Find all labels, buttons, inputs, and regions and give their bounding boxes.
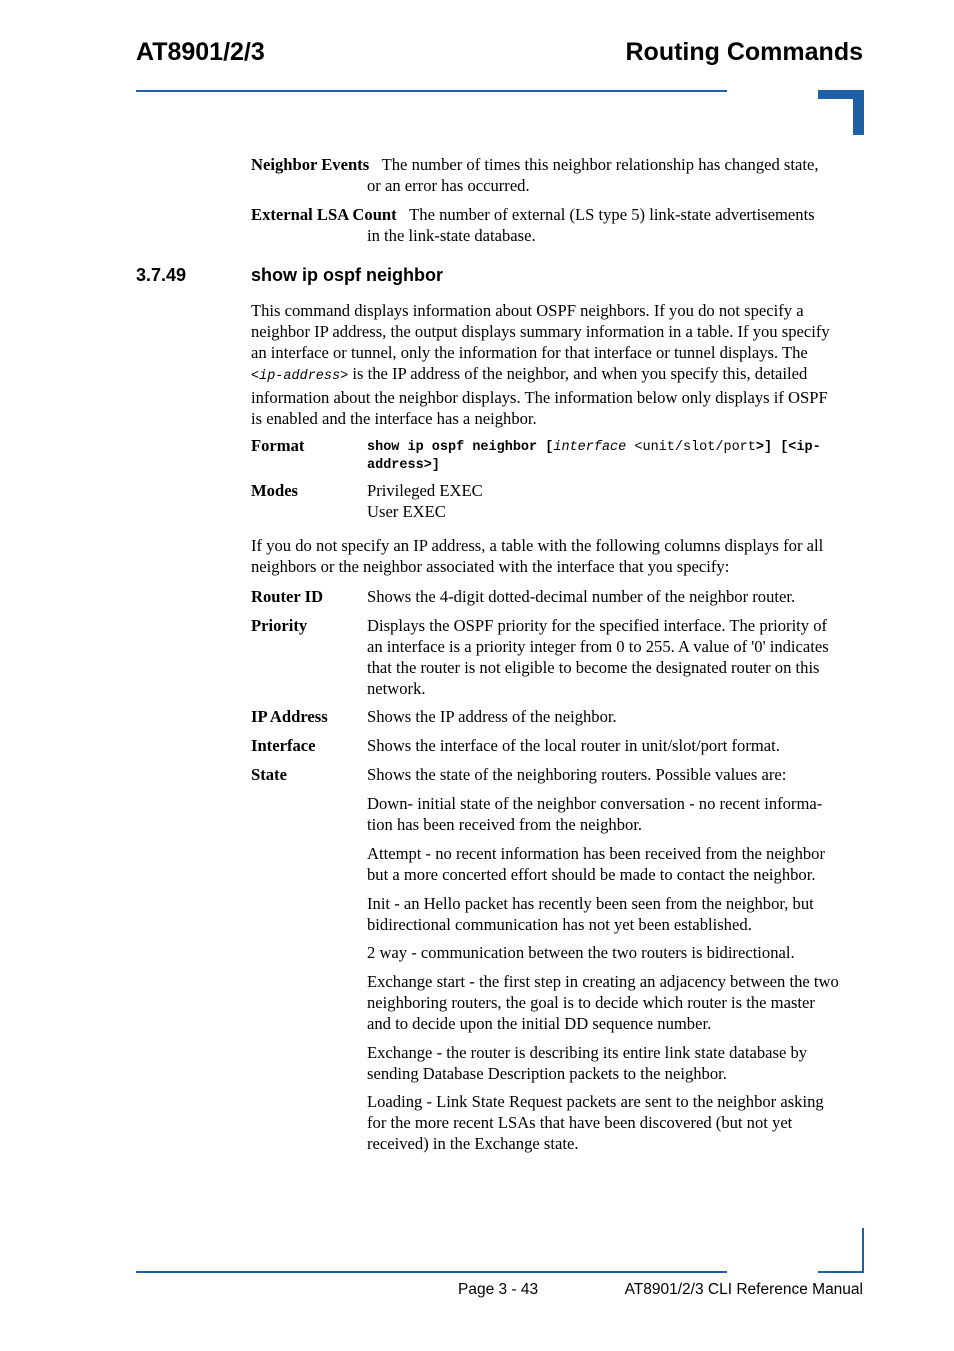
columns-intro: If you do not specify an IP address, a table with the following columns displays for all neighbors or the neighbor associated with the interface that you specify:	[251, 536, 824, 576]
text-line: This command displays information about OSPF neighbors. If you do not specify a	[251, 301, 804, 320]
column-term: Interface	[251, 736, 316, 755]
format-label: Format	[251, 436, 305, 455]
column-desc: Shows the 4-digit dotted-decimal number of the neighbor router.	[367, 587, 796, 606]
column-term: Router ID	[251, 587, 324, 606]
def-external-lsa-count	[251, 204, 871, 225]
intro-paragraph	[251, 300, 866, 429]
text-line: neighbor IP address, the output displays summary information in a table. If you specify	[251, 322, 830, 341]
modes-values: Privileged EXEC User EXEC	[367, 481, 483, 521]
footer-rule-right	[818, 1271, 864, 1273]
state-value: 2 way - communication between the two routers is bidirectional.	[367, 943, 795, 962]
def-desc-cont: or an error has occurred.	[367, 176, 530, 195]
state-value: Loading - Link State Request packets are sent to the neighbor asking for the more recent LSAs that have been discovered (but not yet received) in the Exchange state.	[367, 1092, 824, 1153]
column-desc: Displays the OSPF priority for the specified interface. The priority of an interface is a priority integer from 0 to 255. A value of '0' indicates that the router is not eligible to become the designated router on this network.	[367, 616, 829, 698]
column-term: Priority	[251, 616, 308, 635]
text-line: is enabled and the interface has a neighbor.	[251, 409, 537, 428]
manual-title: AT8901/2/3 CLI Reference Manual	[624, 1281, 863, 1298]
def-desc-cont: in the link-state database.	[367, 226, 536, 245]
state-value: Down- initial state of the neighbor conversation - no recent informa- tion has been received from the neighbor.	[367, 794, 823, 834]
text-line: information about the neighbor displays. The information below only displays if OSPF	[251, 388, 828, 407]
state-value: Exchange start - the first step in creating an adjacency between the two neighboring routers, the goal is to decide which router is the master and to decide upon the initial DD sequence number.	[367, 972, 839, 1033]
column-desc: Shows the state of the neighboring routers. Possible values are:	[367, 765, 787, 784]
def-desc: The number of external (LS type 5) link-state advertisements	[409, 205, 815, 224]
header-rule	[136, 90, 727, 92]
text-line: an interface or tunnel, only the information for that interface or tunnel displays. The	[251, 343, 808, 362]
column-desc: Shows the IP address of the neighbor.	[367, 707, 617, 726]
page-number: Page 3 - 43	[458, 1281, 539, 1298]
inline-code: <ip-address>	[251, 369, 349, 384]
column-term: IP Address	[251, 707, 328, 726]
footer-corner-line	[862, 1228, 864, 1273]
column-desc: Shows the interface of the local router in unit/slot/port format.	[367, 736, 780, 755]
column-term: State	[251, 765, 287, 784]
document-title: AT8901/2/3	[136, 38, 265, 66]
text-line: <ip-address> is the IP address of the neighbor, and when you specify this, detailed	[251, 364, 808, 384]
chapter-title: Routing Commands	[625, 38, 863, 66]
state-value: Init - an Hello packet has recently been seen from the neighbor, but bidirectional communication has not yet been established.	[367, 894, 814, 934]
def-term: External LSA Count	[251, 205, 397, 224]
def-term: Neighbor Events	[251, 155, 370, 174]
format-command: show ip ospf neighbor [interface <unit/slot/port>] [<ip- address>]	[367, 440, 821, 473]
state-value: Attempt - no recent information has been received from the neighbor but a more concerted effort should be made to contact the neighbor.	[367, 844, 826, 884]
corner-tab	[818, 90, 864, 135]
section-number: 3.7.49	[136, 265, 187, 285]
def-neighbor-events	[251, 154, 871, 175]
footer-rule	[136, 1271, 727, 1273]
state-value: Exchange - the router is describing its entire link state database by sending Database Description packets to the neighbor.	[367, 1043, 808, 1083]
modes-label: Modes	[251, 481, 299, 500]
section-title: show ip ospf neighbor	[251, 265, 443, 285]
def-desc: The number of times this neighbor relationship has changed state,	[381, 155, 819, 174]
